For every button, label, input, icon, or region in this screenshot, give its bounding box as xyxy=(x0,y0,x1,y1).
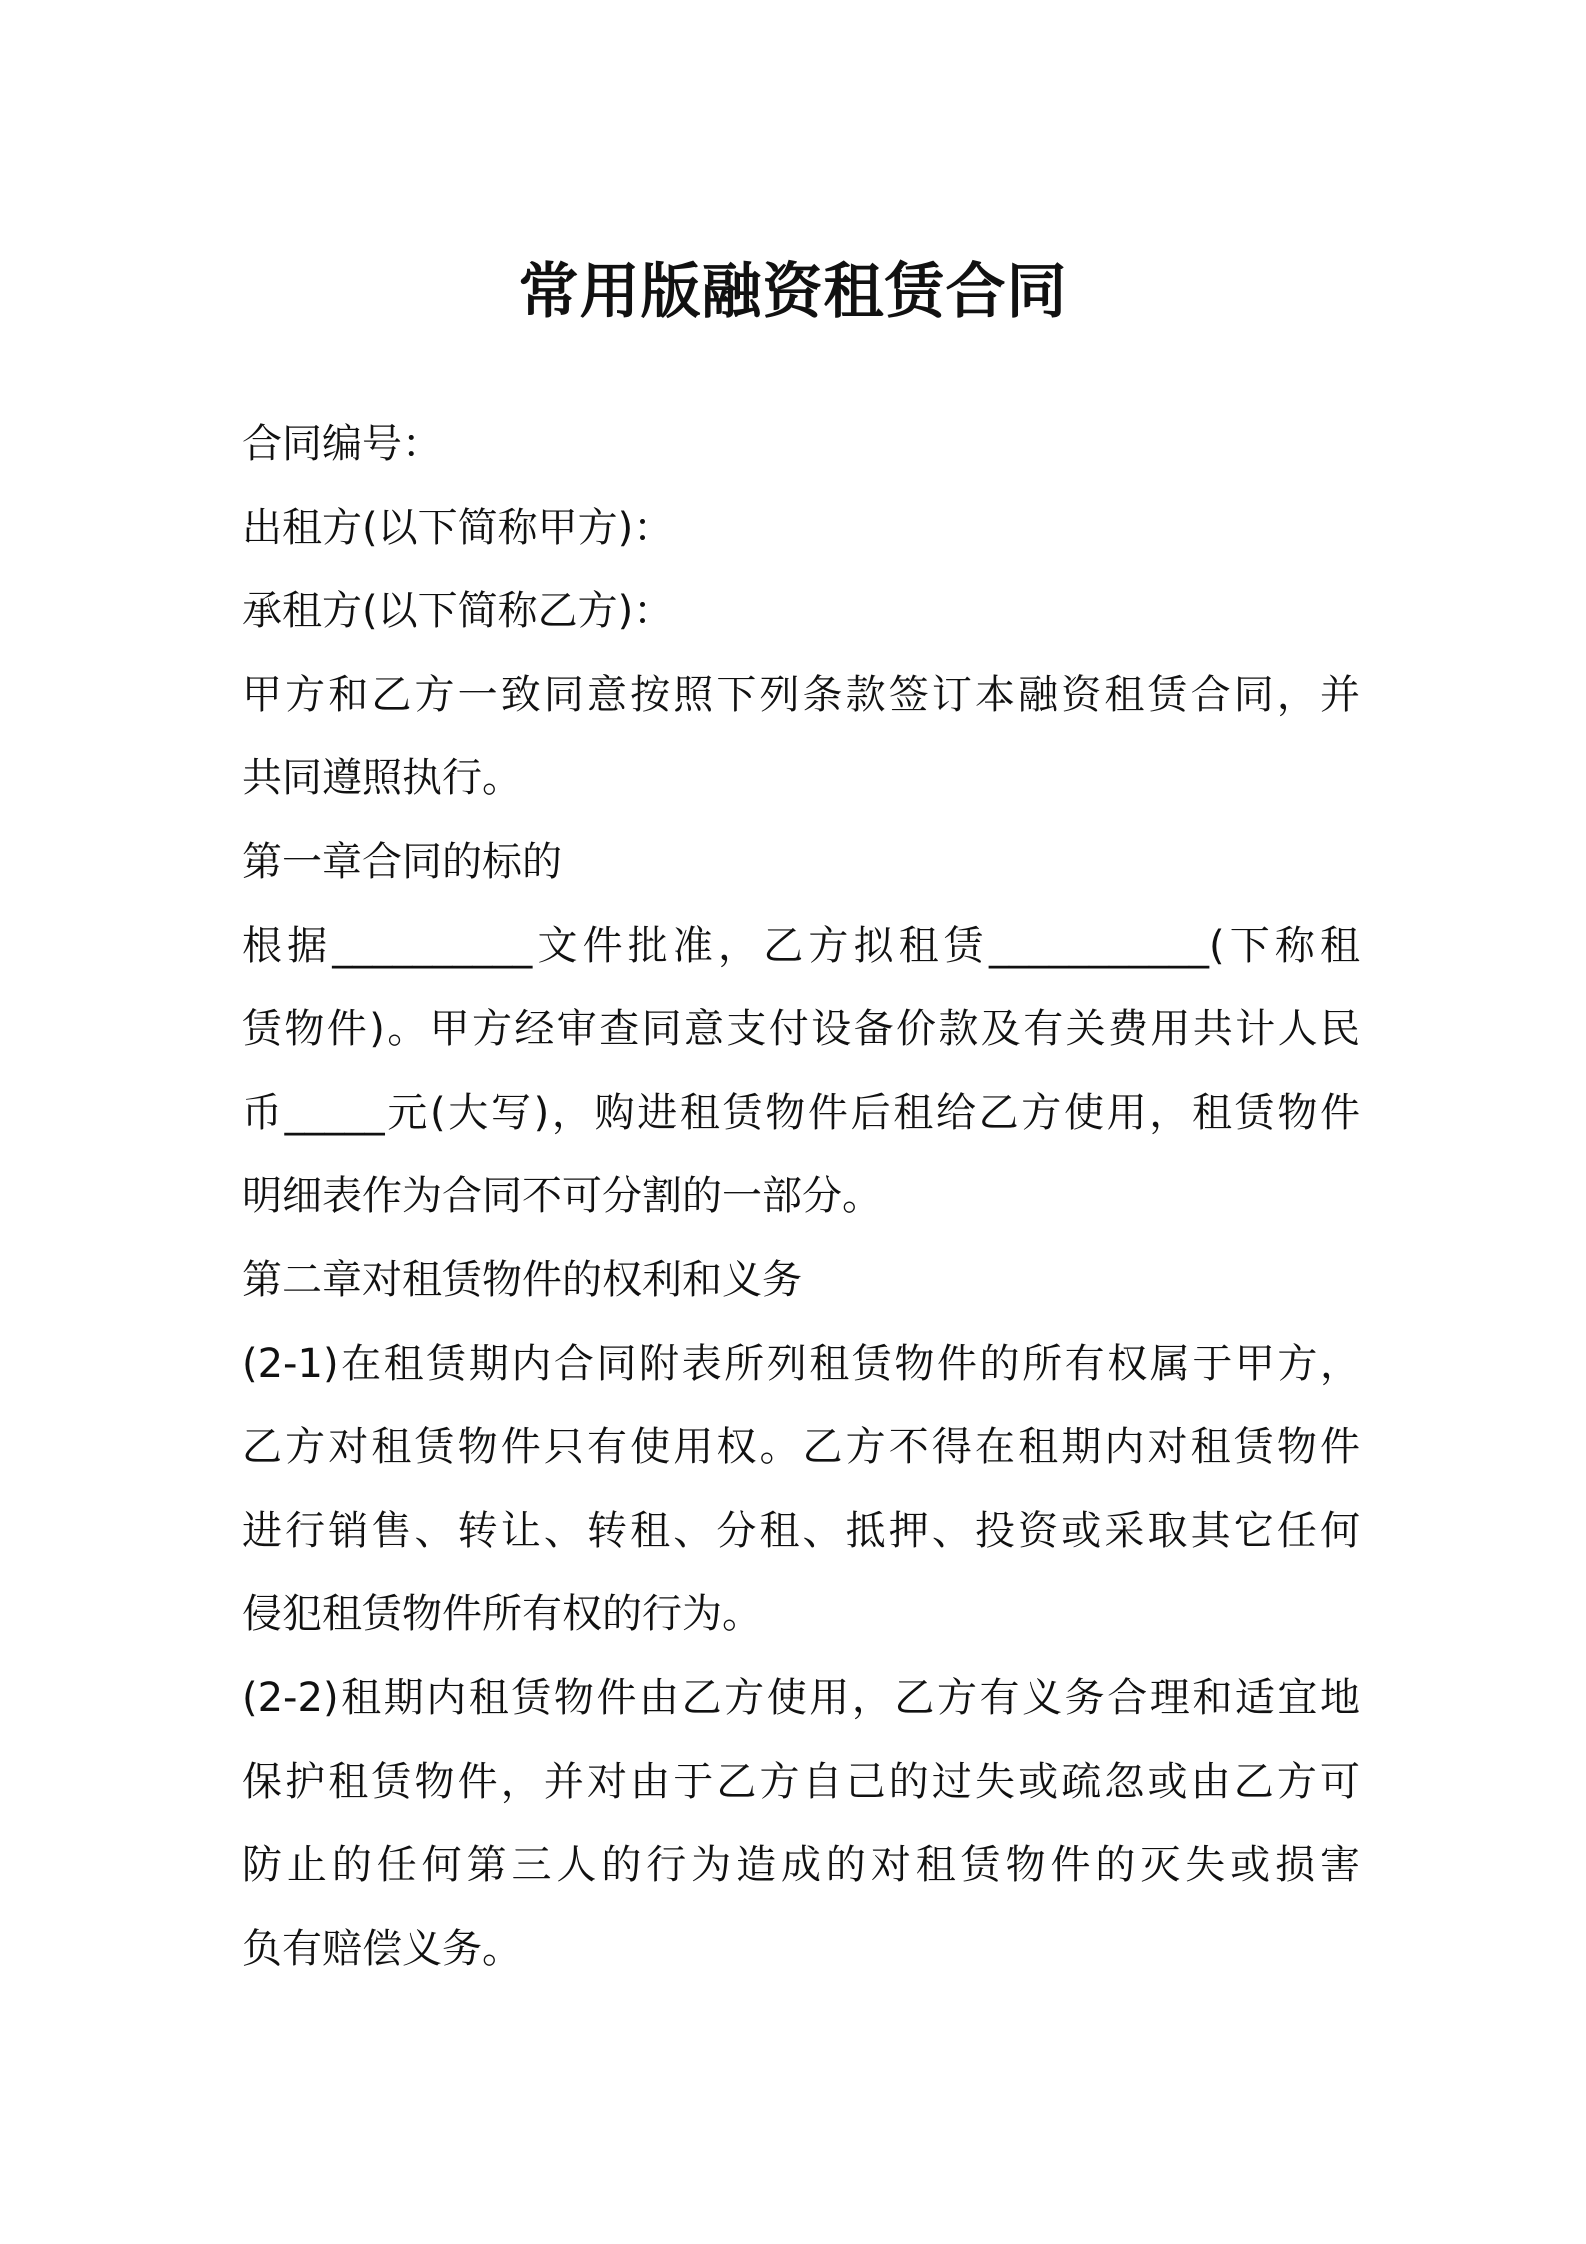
body-line: 共同遵照执行。 xyxy=(242,755,522,802)
body-line: 进行销售、转让、转租、分租、抵押、投资或采取其它任何 xyxy=(242,1507,1360,1554)
body-line: 乙方对租赁物件只有使用权。乙方不得在租期内对租赁物件 xyxy=(242,1424,1360,1471)
body-line: 侵犯租赁物件所有权的行为。 xyxy=(242,1591,762,1638)
body-line: 赁物件)。甲方经审查同意支付设备价款及有关费用共计人民 xyxy=(242,1006,1360,1053)
body-line: 保护租赁物件，并对由于乙方自己的过失或疏忽或由乙方可 xyxy=(242,1758,1360,1805)
body-line: (2-2)租期内租赁物件由乙方使用，乙方有义务合理和适宜地 xyxy=(242,1674,1360,1721)
body-line: 甲方和乙方一致同意按照下列条款签订本融资租赁合同，并 xyxy=(242,671,1360,718)
body-line: 防止的任何第三人的行为造成的对租赁物件的灭失或损害 xyxy=(242,1842,1360,1889)
body-line: 明细表作为合同不可分割的一部分。 xyxy=(242,1173,882,1220)
body-line: 负有赔偿义务。 xyxy=(242,1925,522,1972)
body-line: 第二章对租赁物件的权利和义务 xyxy=(242,1256,802,1303)
body-line: 出租方(以下简称甲方)： xyxy=(242,504,674,551)
body-line: 第一章合同的标的 xyxy=(242,838,562,885)
body-line: 币_____元(大写)，购进租赁物件后租给乙方使用，租赁物件 xyxy=(242,1089,1360,1136)
body-line: (2-1)在租赁期内合同附表所列租赁物件的所有权属于甲方， xyxy=(242,1340,1360,1387)
body-line: 承租方(以下简称乙方)： xyxy=(242,588,674,635)
document-body xyxy=(242,403,1360,1991)
document-title: 常用版融资租赁合同 xyxy=(518,257,1068,327)
body-line: 合同编号： xyxy=(242,421,442,467)
body-line: 根据__________文件批准，乙方拟租赁___________(下称租 xyxy=(242,922,1360,969)
